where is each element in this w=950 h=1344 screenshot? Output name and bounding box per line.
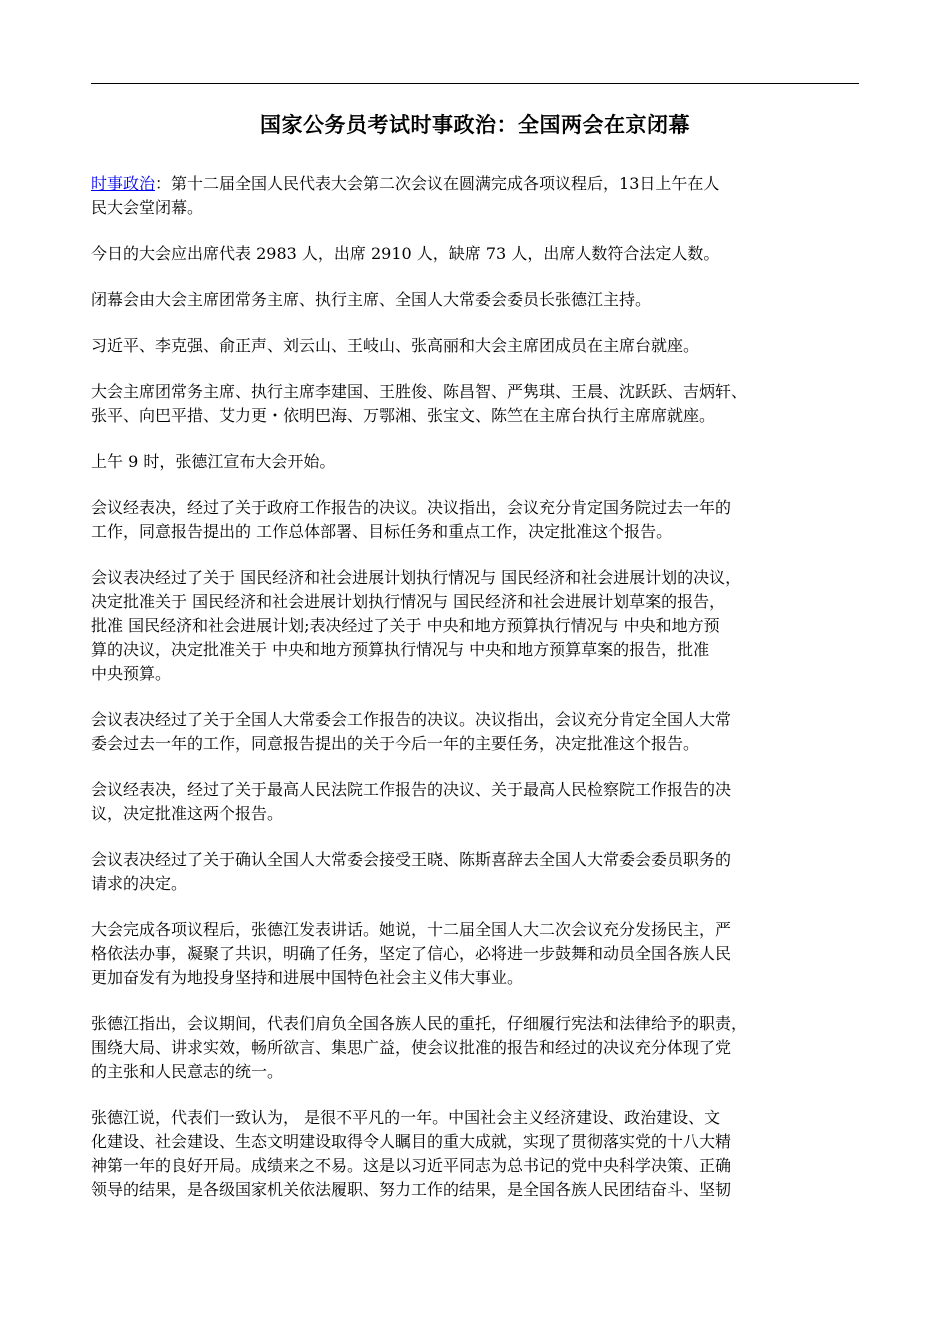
paragraph-line: 议，决定批准这两个报告。 <box>91 804 284 823</box>
lead-line-2: 民大会堂闭幕。 <box>91 198 204 217</box>
paragraph-line: 请求的决定。 <box>91 874 188 893</box>
paragraph <box>91 848 865 896</box>
article-body <box>91 172 865 1224</box>
paragraph-line: 习近平、李克强、俞正声、刘云山、王岐山、张高丽和大会主席团成员在主席台就座。 <box>91 336 700 355</box>
paragraph-line: 神第一年的良好开局。成绩来之不易。这是以习近平同志为总书记的党中央科学决策、正确 <box>91 1156 732 1175</box>
paragraph-line: 算的决议，决定批准关于 中央和地方预算执行情况与 中央和地方预算草案的报告，批准 <box>91 640 710 659</box>
paragraph-line: 上午 9 时，张德江宣布大会开始。 <box>91 452 336 471</box>
paragraph <box>91 1106 865 1202</box>
paragraph <box>91 242 865 266</box>
paragraph-line: 的主张和人民意志的统一。 <box>91 1062 284 1081</box>
paragraph-line: 决定批准关于 国民经济和社会进展计划执行情况与 国民经济和社会进展计划草案的报告， <box>91 592 726 611</box>
paragraph-line: 化建设、社会建设、生态文明建设取得令人瞩目的重大成就，实现了贯彻落实党的十八大精 <box>91 1132 732 1151</box>
paragraph-line: 会议表决经过了关于 国民经济和社会进展计划执行情况与 国民经济和社会进展计划的决议， <box>91 568 742 587</box>
lead-paragraph <box>91 172 865 220</box>
lead-line-1 <box>91 172 865 196</box>
paragraph-line: 会议经表决，经过了关于最高人民法院工作报告的决议、关于最高人民检察院工作报告的决 <box>91 780 732 799</box>
paragraph-line: 张德江指出，会议期间，代表们肩负全国各族人民的重托，仔细履行宪法和法律给予的职责， <box>91 1014 748 1033</box>
paragraph <box>91 380 865 428</box>
paragraph-line: 闭幕会由大会主席团常务主席、执行主席、全国人大常委会委员长张德江主持。 <box>91 290 652 309</box>
document-title: 国家公务员考试时事政治：全国两会在京闭幕 <box>260 112 690 137</box>
paragraph <box>91 708 865 756</box>
paragraph-line: 张德江说，代表们一致认为， 是很不平凡的一年。中国社会主义经济建设、政治建设、文 <box>91 1108 721 1127</box>
paragraph-line: 格依法办事，凝聚了共识，明确了任务，坚定了信心，必将进一步鼓舞和动员全国各族人民 <box>91 944 732 963</box>
paragraph-line: 会议表决经过了关于确认全国人大常委会接受王晓、陈斯喜辞去全国人大常委会委员职务的 <box>91 850 732 869</box>
paragraph-line: 更加奋发有为地投身坚持和进展中国特色社会主义伟大事业。 <box>91 968 524 987</box>
paragraph-line: 张平、向巴平措、艾力更・依明巴海、万鄂湘、张宝文、陈竺在主席台执行主席席就座。 <box>91 406 716 425</box>
paragraph-line: 会议经表决，经过了关于政府工作报告的决议。决议指出，会议充分肯定国务院过去一年的 <box>91 498 732 517</box>
paragraph-line: 领导的结果，是各级国家机关依法履职、努力工作的结果，是全国各族人民团结奋斗、坚韧 <box>91 1180 732 1199</box>
paragraph <box>91 566 865 686</box>
paragraph <box>91 450 865 474</box>
current-affairs-link[interactable]: 时事政治 <box>91 174 156 193</box>
header-rule <box>91 83 859 84</box>
paragraph <box>91 1012 865 1084</box>
paragraph <box>91 288 865 312</box>
paragraph-line: 中央预算。 <box>91 664 172 683</box>
paragraph <box>91 496 865 544</box>
paragraph-line: 批准 国民经济和社会进展计划;表决经过了关于 中央和地方预算执行情况与 中央和地方预 <box>91 616 720 635</box>
lead-line-1-text: ：第十二届全国人民代表大会第二次会议在圆满完成各项议程后，13日上午在人 <box>155 174 720 193</box>
paragraph-line: 委会过去一年的工作，同意报告提出的关于今后一年的主要任务，决定批准这个报告。 <box>91 734 700 753</box>
paragraph-line: 大会主席团常务主席、执行主席李建国、王胜俊、陈昌智、严隽琪、王晨、沈跃跃、吉炳轩、 <box>91 382 748 401</box>
paragraph-line: 围绕大局、讲求实效，畅所欲言、集思广益，使会议批准的报告和经过的决议充分体现了党 <box>91 1038 732 1057</box>
paragraph <box>91 334 865 358</box>
paragraph-list <box>91 242 865 1202</box>
paragraph-line: 今日的大会应出席代表 2983 人，出席 2910 人，缺席 73 人，出席人数符合法定人数。 <box>91 244 720 263</box>
paragraph-line: 工作，同意报告提出的 工作总体部署、目标任务和重点工作，决定批准这个报告。 <box>91 522 673 541</box>
paragraph <box>91 918 865 990</box>
paragraph-line: 大会完成各项议程后，张德江发表讲话。她说，十二届全国人大二次会议充分发扬民主，严 <box>91 920 732 939</box>
paragraph-line: 会议表决经过了关于全国人大常委会工作报告的决议。决议指出，会议充分肯定全国人大常 <box>91 710 732 729</box>
paragraph <box>91 778 865 826</box>
